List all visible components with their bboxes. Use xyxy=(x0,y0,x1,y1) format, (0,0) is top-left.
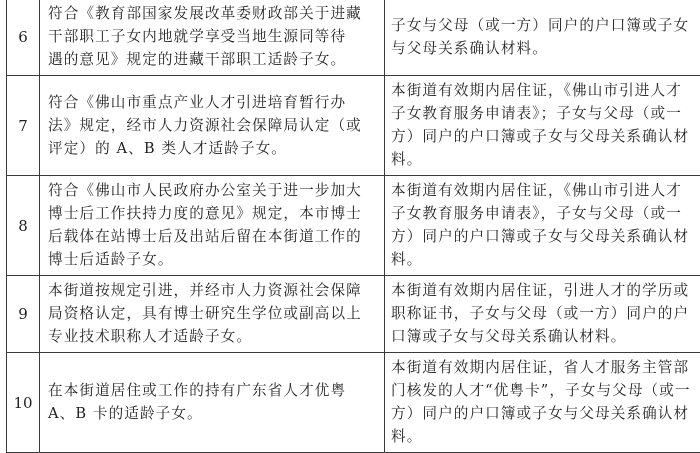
materials-cell xyxy=(385,176,700,276)
table-row xyxy=(7,76,700,176)
materials-text: 子女与父母（或一方）同户的户口簿或子女 与父母关系确认材料。 xyxy=(385,11,700,64)
materials-cell xyxy=(385,76,700,176)
materials-cell xyxy=(385,353,700,453)
materials-cell xyxy=(385,0,700,76)
condition-cell xyxy=(40,0,385,76)
condition-text: 本街道按规定引进，并经市人力资源社会保障 局资格认定，具有博士研究生学位或副高以上 专业技术职称人才适龄子女。 xyxy=(40,276,384,352)
materials-text: 本街道有效期内居住证，省人才服务主管部 门核发的人才“优粤卡”，子女与父母（或一 方）同户的户口簿或子女与父母关系确认材 料。 xyxy=(385,353,700,452)
condition-text: 符合《教育部国家发展改革委财政部关于进藏 干部职工子女内地就学享受当地生源同等待 遇的意见》规定的进藏干部职工适龄子女。 xyxy=(40,0,384,75)
row-number: 9 xyxy=(7,276,40,353)
eligibility-table xyxy=(6,0,700,453)
row-number: 7 xyxy=(7,76,40,176)
condition-text: 符合《佛山市人民政府办公室关于进一步加大 博士后工作扶持力度的意见》规定，本市博士 后载体在站博士后及出站后留在本街道工作的 博士后适龄子女。 xyxy=(40,176,384,275)
table-row xyxy=(7,176,700,276)
materials-text: 本街道有效期内居住证，引进人才的学历或 职称证书，子女与父母（或一方）同户的户 口簿或子女与父母关系确认材料。 xyxy=(385,276,700,352)
condition-text: 符合《佛山市重点产业人才引进培育暂行办 法》规定，经市人力资源社会保障局认定（或 评定）的 A、B 类人才适龄子女。 xyxy=(40,88,384,164)
condition-cell xyxy=(40,176,385,276)
table-row xyxy=(7,0,700,76)
table-row xyxy=(7,276,700,353)
condition-text: 在本街道居住或工作的持有广东省人才优粤 A、B 卡的适龄子女。 xyxy=(40,376,384,429)
row-number: 8 xyxy=(7,176,40,276)
row-number: 6 xyxy=(7,0,40,76)
materials-cell xyxy=(385,276,700,353)
materials-text: 本街道有效期内居住证，《佛山市引进人才 子女教育服务申请表》，子女与父母（或一 方）同户的户口簿或子女与父母关系确认材 料。 xyxy=(385,176,700,275)
condition-cell xyxy=(40,276,385,353)
table-row xyxy=(7,353,700,453)
row-number: 10 xyxy=(7,353,40,453)
condition-cell xyxy=(40,76,385,176)
condition-cell xyxy=(40,353,385,453)
materials-text: 本街道有效期内居住证，《佛山市引进人才 子女教育服务申请表》；子女与父母（或一 方）同户的户口簿或子女与父母关系确认材 料。 xyxy=(385,76,700,175)
